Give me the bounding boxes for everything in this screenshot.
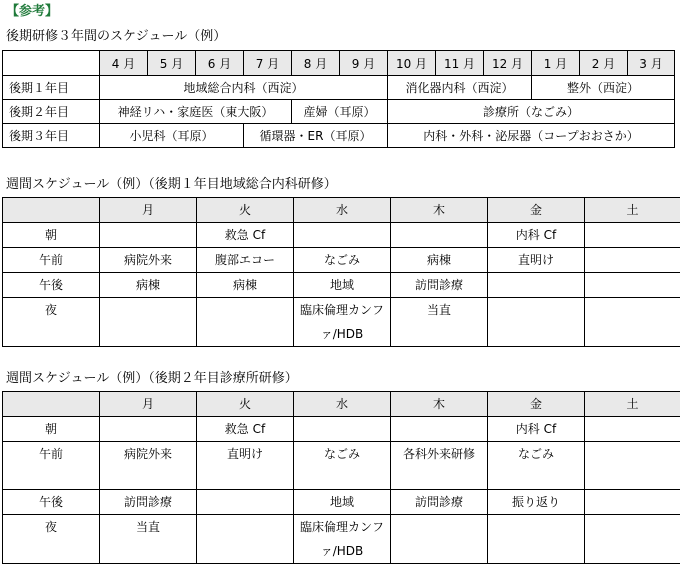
time-label: 朝 (3, 417, 100, 442)
rotation-row-year2 (3, 100, 675, 124)
schedule-cell: なごみ (294, 248, 391, 273)
schedule-cell (488, 273, 585, 298)
schedule-cell: 内科 Cf (488, 223, 585, 248)
schedule-cell (197, 298, 294, 347)
year-label: 後期１年目 (3, 76, 100, 100)
rotation-cell: 小児科（耳原） (100, 124, 244, 148)
weekly2-row-morning (3, 417, 680, 442)
weekly2-row-pm (3, 490, 680, 515)
schedule-cell (294, 223, 391, 248)
schedule-cell: なごみ (294, 442, 391, 490)
schedule-cell: 直明け (197, 442, 294, 490)
rotation-title: 後期研修３年間のスケジュール（例） (6, 29, 227, 44)
schedule-cell (294, 417, 391, 442)
day-header: 金 (488, 392, 585, 417)
weekly1-row-night (3, 298, 680, 347)
month-header: 10 月 (388, 51, 436, 76)
weekly2-row-am (3, 442, 680, 490)
weekly2-row-night (3, 515, 680, 564)
weekly1-row-am (3, 248, 680, 273)
month-header: 11 月 (436, 51, 484, 76)
weekly1-table (2, 197, 680, 347)
rotation-table (2, 50, 675, 148)
year-label: 後期２年目 (3, 100, 100, 124)
schedule-cell: 病院外来 (100, 248, 197, 273)
rotation-cell: 整外（西淀） (532, 76, 675, 100)
schedule-cell (585, 490, 680, 515)
time-label: 朝 (3, 223, 100, 248)
rotation-cell: 産婦（耳原） (292, 100, 388, 124)
day-header: 水 (294, 198, 391, 223)
rotation-cell: 循環器・ER（耳原） (244, 124, 388, 148)
schedule-cell (391, 223, 488, 248)
time-label: 夜 (3, 515, 100, 564)
schedule-cell: 当直 (100, 515, 197, 564)
schedule-cell (197, 490, 294, 515)
schedule-cell: 救急 Cf (197, 417, 294, 442)
day-header: 木 (391, 198, 488, 223)
day-header: 火 (197, 392, 294, 417)
schedule-cell (197, 515, 294, 564)
time-label: 午前 (3, 442, 100, 490)
day-header: 月 (100, 392, 197, 417)
schedule-cell: 地域 (294, 490, 391, 515)
weekly1-row-morning (3, 223, 680, 248)
rotation-row-year1 (3, 76, 675, 100)
year-label: 後期３年目 (3, 124, 100, 148)
schedule-cell (585, 273, 680, 298)
time-label: 午後 (3, 273, 100, 298)
schedule-cell: 当直 (391, 298, 488, 347)
weekly2-table (2, 391, 680, 564)
rotation-cell: 内科・外科・泌尿器（コープおおさか） (388, 124, 675, 148)
time-label: 夜 (3, 298, 100, 347)
rotation-cell: 神経リハ・家庭医（東大阪） (100, 100, 292, 124)
month-header: 9 月 (340, 51, 388, 76)
rotation-cell: 消化器内科（西淀） (388, 76, 532, 100)
schedule-cell (585, 223, 680, 248)
schedule-cell: 訪問診療 (391, 490, 488, 515)
schedule-cell (391, 515, 488, 564)
month-header: 6 月 (196, 51, 244, 76)
month-header: 5 月 (148, 51, 196, 76)
day-header: 木 (391, 392, 488, 417)
schedule-cell: 臨床倫理カンファ/HDB (294, 298, 391, 347)
weekly2-title: 週間スケジュール（例）（後期２年目診療所研修） (6, 371, 298, 386)
reference-heading: 【参考】 (6, 4, 59, 19)
schedule-cell (585, 417, 680, 442)
rotation-cell: 地域総合内科（西淀） (100, 76, 388, 100)
schedule-cell (488, 298, 585, 347)
month-header: 7 月 (244, 51, 292, 76)
month-header: 12 月 (484, 51, 532, 76)
day-header: 火 (197, 198, 294, 223)
schedule-cell: 病棟 (391, 248, 488, 273)
schedule-cell: 腹部エコー (197, 248, 294, 273)
weekly1-title: 週間スケジュール（例）（後期１年目地域総合内科研修） (6, 177, 337, 192)
time-label: 午後 (3, 490, 100, 515)
schedule-cell: 病院外来 (100, 442, 197, 490)
schedule-cell: 各科外来研修 (391, 442, 488, 490)
day-header: 月 (100, 198, 197, 223)
month-header: 8 月 (292, 51, 340, 76)
corner-cell (3, 392, 100, 417)
schedule-cell (585, 298, 680, 347)
day-header: 水 (294, 392, 391, 417)
weekly1-row-pm (3, 273, 680, 298)
schedule-cell: 内科 Cf (488, 417, 585, 442)
weekly1-day-row (3, 198, 680, 223)
corner-cell (3, 51, 100, 76)
schedule-cell: 訪問診療 (391, 273, 488, 298)
schedule-cell: なごみ (488, 442, 585, 490)
schedule-cell: 振り返り (488, 490, 585, 515)
schedule-cell (391, 417, 488, 442)
month-header: 4 月 (100, 51, 148, 76)
rotation-row-year3 (3, 124, 675, 148)
schedule-cell: 直明け (488, 248, 585, 273)
month-header: 3 月 (628, 51, 675, 76)
day-header: 土 (585, 198, 680, 223)
schedule-cell: 訪問診療 (100, 490, 197, 515)
weekly2-day-row (3, 392, 680, 417)
month-header: 1 月 (532, 51, 580, 76)
schedule-cell: 地域 (294, 273, 391, 298)
schedule-cell (585, 248, 680, 273)
rotation-cell: 診療所（なごみ） (388, 100, 675, 124)
schedule-cell (100, 298, 197, 347)
schedule-cell (100, 223, 197, 248)
schedule-cell: 病棟 (100, 273, 197, 298)
time-label: 午前 (3, 248, 100, 273)
schedule-cell: 救急 Cf (197, 223, 294, 248)
corner-cell (3, 198, 100, 223)
month-header: 2 月 (580, 51, 628, 76)
schedule-cell: 臨床倫理カンファ/HDB (294, 515, 391, 564)
schedule-cell (585, 442, 680, 490)
day-header: 土 (585, 392, 680, 417)
schedule-cell (585, 515, 680, 564)
schedule-cell (100, 417, 197, 442)
day-header: 金 (488, 198, 585, 223)
rotation-month-row (3, 51, 675, 76)
schedule-cell (488, 515, 585, 564)
schedule-cell: 病棟 (197, 273, 294, 298)
